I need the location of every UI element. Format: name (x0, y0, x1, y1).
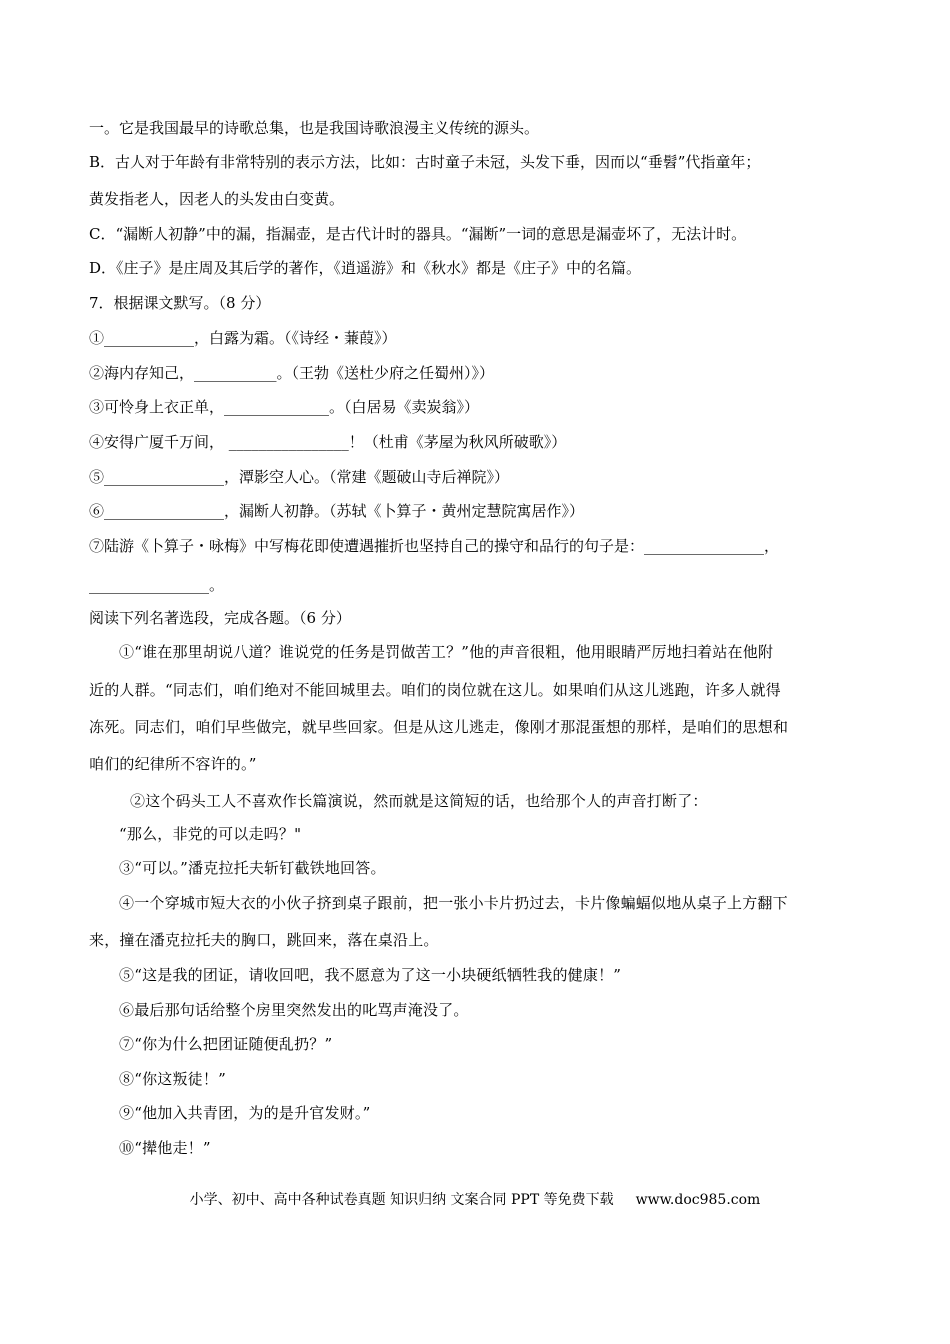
passage-line-13: ⑧“你这叛徒！” (119, 1070, 226, 1088)
q7-item-7: ⑦陆游《卜算子・咏梅》中写梅花即使遭遇摧折也坚持自己的操守和品行的句子是：________________， (89, 537, 780, 555)
reading-title: 阅读下列名著选段，完成各题。（6 分） (89, 609, 351, 627)
passage-line-15: ⑩“撵他走！” (119, 1139, 211, 1157)
passage-line-2: 近的人群。“同志们，咱们绝对不能回城里去。咱们的岗位就在这儿。如果咱们从这儿逃跑，许多人就得 (89, 681, 781, 699)
passage-line-10: ⑤“这是我的团证，请收回吧，我不愿意为了这一小块硬纸牺牲我的健康！” (119, 966, 622, 984)
q7-item-6: ⑥________________，漏断人初静。（苏轼《卜算子・黄州定慧院寓居作》） (89, 502, 585, 520)
q7-item-2: ②海内存知己，___________。（王勃《送杜少府之任蜀州）》） (89, 364, 495, 382)
passage-line-11: ⑥最后那句话给整个房里突然发出的叱骂声淹没了。 (119, 1001, 469, 1019)
option-b-text-line1: B．古人对于年龄有非常特别的表示方法，比如：古时童子未冠，头发下垂，因而以“垂髫”代指童年； (89, 153, 761, 171)
passage-line-6: “那么，非党的可以走吗？" (119, 825, 302, 843)
passage-line-3: 冻死。同志们，咱们早些做完，就早些回家。但是从这儿逃走，像刚才那混蛋想的那样，是咱们的思想和 (89, 718, 789, 736)
question-7-title: 7．根据课文默写。（8 分） (89, 294, 271, 312)
footer-text: 小学、初中、高中各种试卷真题 知识归纳 文案合同 PPT 等免费下载 (189, 1192, 614, 1208)
option-d-text: D．《庄子》是庄周及其后学的著作，《逍遥游》和《秋水》都是《庄子》中的名篇。 (89, 259, 642, 277)
q7-item-1: ①____________，白露为霜。（《诗经・蒹葭》） (89, 329, 397, 347)
passage-line-7: ③“可以。”潘克拉托夫斩钉截铁地回答。 (119, 859, 386, 877)
passage-line-14: ⑨“他加入共青团，为的是升官发财。” (119, 1104, 371, 1122)
q7-item-3: ③可怜身上衣正单，______________。（白居易《卖炭翁》） (89, 398, 480, 416)
q7-item-4: ④安得广厦千万间， ________________！（杜甫《茅屋为秋风所破歌》） (89, 433, 567, 451)
footer-site-link[interactable]: www.doc985.com (635, 1192, 761, 1208)
passage-line-9: 来，撞在潘克拉托夫的胸口，跳回来，落在桌沿上。 (89, 931, 439, 949)
option-b-text-line2: 黄发指老人，因老人的头发由白变黄。 (89, 190, 345, 208)
passage-line-8: ④一个穿城市短大衣的小伙子挤到桌子跟前，把一张小卡片扔过去，卡片像蝙蝠似地从桌子上方翻下 (119, 894, 788, 912)
passage-line-12: ⑦“你为什么把团证随便乱扔？” (119, 1035, 333, 1053)
q7-item-7-continued: ________________。 (89, 576, 225, 594)
option-c-text: C．“漏断人初静”中的漏，指漏壶，是古代计时的器具。“漏断”一词的意思是漏壶坏了，无法计时。 (89, 225, 747, 243)
page-footer (0, 1190, 950, 1210)
q7-item-5: ⑤________________，潭影空人心。（常建《题破山寺后禅院》） (89, 468, 510, 486)
option-a-text: 一。它是我国最早的诗歌总集，也是我国诗歌浪漫主义传统的源头。 (89, 119, 540, 137)
passage-line-5: ②这个码头工人不喜欢作长篇演说，然而就是这简短的话，也给那个人的声音打断了： (130, 792, 708, 810)
passage-line-4: 咱们的纪律所不容许的。” (89, 755, 257, 773)
passage-line-1: ①“谁在那里胡说八道？谁说党的任务是罚做苦工？”他的声音很粗，他用眼睛严厉地扫着站在他附 (119, 643, 774, 661)
